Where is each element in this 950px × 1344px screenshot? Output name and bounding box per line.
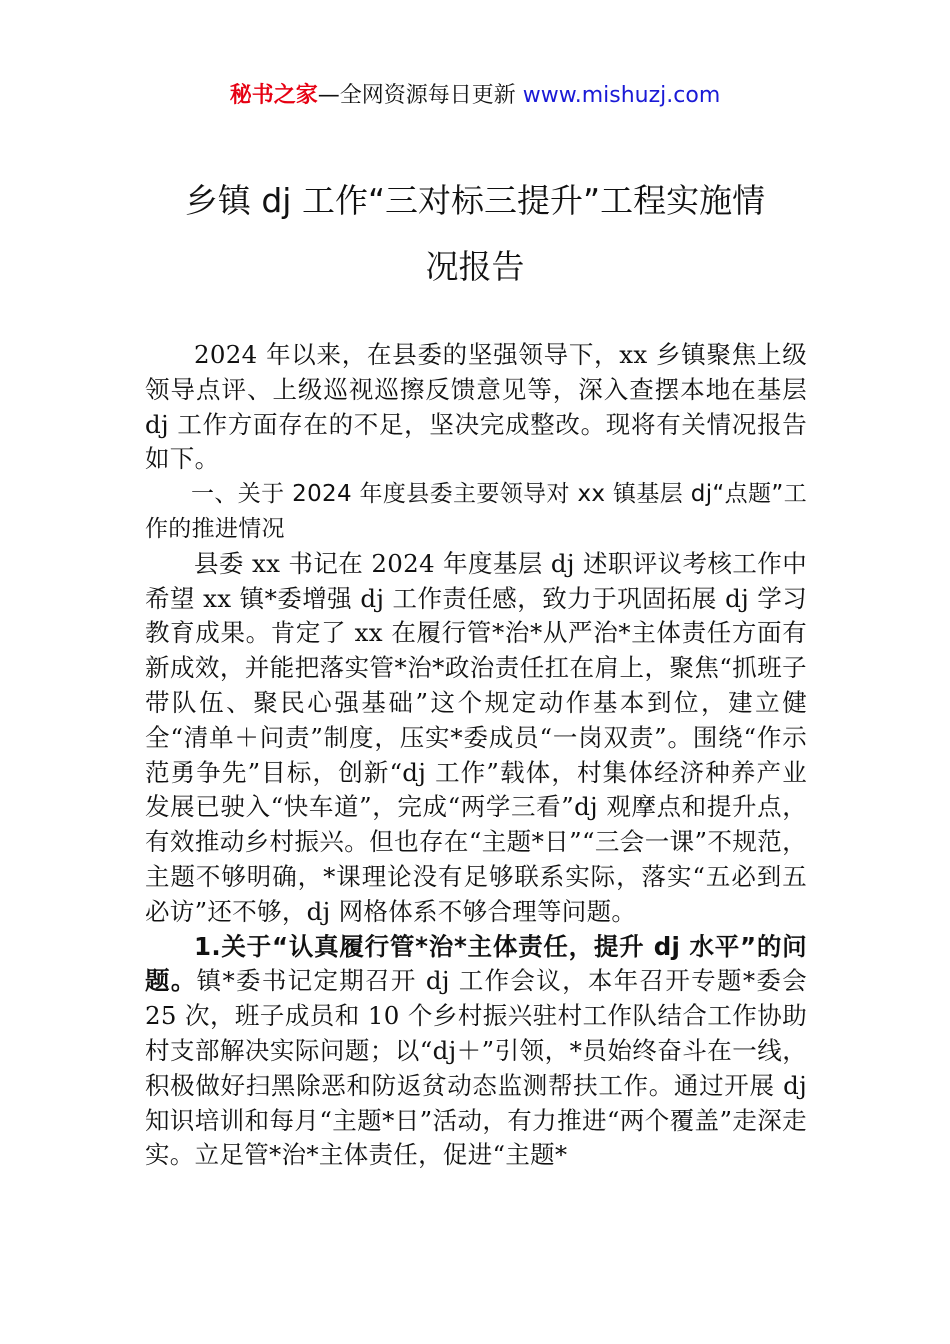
intro-paragraph: 2024 年以来，在县委的坚强领导下，xx 乡镇聚焦上级领导点评、上级巡视巡擦反馈意见等，深入查摆本地在基层 dj 工作方面存在的不足，坚决完成整改。现将有关情况报告如下。 (145, 340, 807, 474)
item-1-paragraph (145, 930, 807, 1174)
section-1-heading: 一、关于 2024 年度县委主要领导对 xx 镇基层 dj“点题”工作的推进情况 (145, 481, 807, 542)
item-1-body: 镇*委书记定期召开 dj 工作会议，本年召开专题*委会 25 次，班子成员和 10 个乡村振兴驻村工作队结合工作协助村支部解决实际问题；以“dj＋”引领，*员始终奋斗在一线，积极做好扫黑除恶和防返贫动态监测帮扶工作。通过开展 dj 知识培训和每月“主题*日”活动，有力推进“两个覆盖”走深走实。立足管*治*主体责任，促进“主题* (145, 966, 807, 1170)
document-body (145, 338, 807, 1173)
title-line-2: 况报告 (425, 247, 525, 286)
site-header (0, 80, 950, 112)
section-1-paragraph: 县委 xx 书记在 2024 年度基层 dj 述职评议考核工作中希望 xx 镇*委增强 dj 工作责任感，致力于巩固拓展 dj 学习教育成果。肯定了 xx 在履行管*治*从严治*主体责任方面有新成效，并能把落实管*治*政治责任扛在肩上，聚焦“抓班子带队伍、聚民心强基础”这个规定动作基本到位，建立健全“清单＋问责”制度，压实*委成员“一岗双责”。围绕“作示范勇争先”目标，创新“dj 工作”载体，村集体经济种养产业发展已驶入“快车道”，完成“两学三看”dj 观摩点和提升点，有效推动乡村振兴。但也存在“主题*日”“三会一课”不规范，主题不够明确，*课理论没有足够联系实际，落实“五必到五必访”还不够，dj 网格体系不够合理等问题。 (145, 548, 807, 926)
site-url-link[interactable]: www.mishuzj.com (522, 83, 721, 108)
title-line-1: 乡镇 dj 工作“三对标三提升”工程实施情 (184, 181, 766, 220)
site-tagline: —全网资源每日更新 (317, 83, 516, 108)
document-title (120, 168, 830, 300)
site-brand: 秘书之家 (229, 83, 318, 108)
item-1-title: 1.关于“认真履行管*治*主体责任，提升 dj 水平”的问题。 (145, 931, 807, 996)
